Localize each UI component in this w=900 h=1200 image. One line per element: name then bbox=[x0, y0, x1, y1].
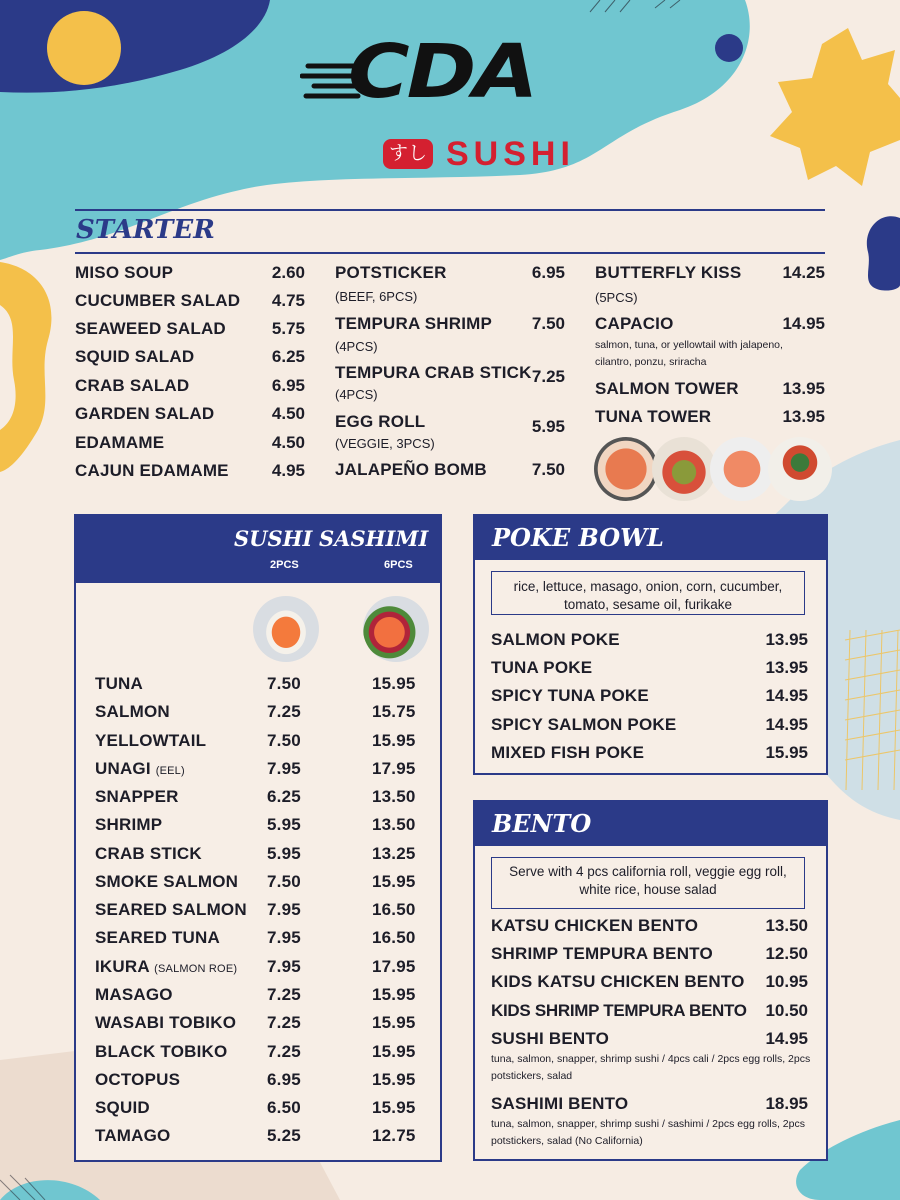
table-row bbox=[95, 1042, 425, 1062]
list-item bbox=[595, 379, 825, 399]
list-item bbox=[491, 715, 808, 735]
sashimi-price: 15.95 bbox=[372, 1070, 416, 1089]
table-row bbox=[95, 1126, 425, 1146]
sushi-title: SUSHI bbox=[234, 526, 313, 551]
item-price: 15.95 bbox=[765, 743, 808, 762]
table-row bbox=[95, 759, 425, 779]
table-row bbox=[95, 1098, 425, 1118]
item-name: SUSHI BENTO bbox=[491, 1029, 610, 1048]
item-name: SEAWEED SALAD bbox=[75, 319, 226, 338]
table-row bbox=[95, 1013, 425, 1033]
sushi-price: 7.25 bbox=[267, 985, 301, 1004]
logo bbox=[300, 28, 600, 173]
list-item bbox=[595, 314, 825, 334]
item-price: 14.25 bbox=[782, 263, 825, 282]
sushi-price: 7.95 bbox=[267, 928, 301, 947]
item-name: CUCUMBER SALAD bbox=[75, 291, 241, 310]
item-price: 6.95 bbox=[271, 376, 305, 395]
list-item bbox=[75, 433, 305, 453]
item-name: CRAB STICK bbox=[95, 844, 202, 863]
list-item bbox=[491, 944, 808, 964]
table-row bbox=[95, 1070, 425, 1090]
item-price: 7.50 bbox=[531, 314, 565, 333]
sushi-price: 7.25 bbox=[267, 702, 301, 721]
item-name: KIDS KATSU CHICKEN BENTO bbox=[491, 972, 745, 991]
sushi-price: 7.95 bbox=[267, 957, 301, 976]
list-item bbox=[595, 263, 825, 283]
list-item bbox=[75, 404, 305, 424]
sashimi-photo bbox=[363, 596, 429, 662]
sushi-price: 6.25 bbox=[267, 787, 301, 806]
item-note: salmon, tuna, or yellowtail with jalapeno, cilantro, ponzu, sriracha bbox=[595, 339, 783, 368]
item-price: 7.50 bbox=[531, 460, 565, 479]
sashimi-price: 16.50 bbox=[372, 928, 416, 947]
item-price: 5.75 bbox=[271, 319, 305, 338]
item-price: 10.50 bbox=[765, 1001, 808, 1020]
item-note: (4PCS) bbox=[335, 387, 378, 402]
item-name: YELLOWTAIL bbox=[95, 731, 207, 750]
sushi-price: 7.25 bbox=[267, 1013, 301, 1032]
list-item bbox=[491, 658, 808, 678]
item-name: SHRIMP bbox=[95, 815, 163, 834]
item-name: SALMON bbox=[95, 702, 170, 721]
item-name: MISO SOUP bbox=[75, 263, 174, 282]
sushi-price: 7.25 bbox=[267, 1042, 301, 1061]
table-row bbox=[95, 928, 425, 948]
sashimi-price: 17.95 bbox=[372, 759, 416, 778]
sushi-photo bbox=[253, 596, 319, 662]
item-name: SEARED SALMON bbox=[95, 900, 247, 919]
item-name: CRAB SALAD bbox=[75, 376, 190, 395]
item-note: tuna, salmon, snapper, shrimp sushi / sashimi / 2pcs egg rolls, 2pcs potstickers, salad (No California) bbox=[491, 1118, 805, 1147]
navy-dot-top-right bbox=[715, 34, 743, 62]
list-item bbox=[491, 1029, 808, 1049]
item-name: OCTOPUS bbox=[95, 1070, 181, 1089]
table-row bbox=[95, 957, 425, 977]
tuna-tower-photo bbox=[768, 437, 832, 501]
yellow-circle-top-left bbox=[47, 11, 121, 85]
item-name: CAJUN EDAMAME bbox=[75, 461, 229, 480]
item-price: 13.95 bbox=[782, 407, 825, 426]
item-price: 14.95 bbox=[765, 1029, 808, 1048]
item-price: 13.95 bbox=[765, 630, 808, 649]
item-name: SMOKE SALMON bbox=[95, 872, 239, 891]
sashimi-price: 13.50 bbox=[372, 815, 416, 834]
list-item bbox=[335, 314, 565, 334]
item-price: 4.50 bbox=[271, 404, 305, 423]
table-row bbox=[95, 900, 425, 920]
starter-rule bbox=[75, 209, 825, 211]
starter-rule-bottom bbox=[75, 252, 825, 254]
sushi-price: 5.95 bbox=[267, 815, 301, 834]
item-name: SASHIMI BENTO bbox=[491, 1094, 629, 1113]
item-name: MIXED FISH POKE bbox=[491, 743, 645, 762]
sushi-sashimi-header bbox=[76, 516, 440, 583]
table-row bbox=[95, 844, 425, 864]
item-price: 6.95 bbox=[531, 263, 565, 282]
brand-name: CDA bbox=[348, 28, 536, 115]
sashimi-price: 15.95 bbox=[372, 1042, 416, 1061]
item-name: EDAMAME bbox=[75, 433, 165, 452]
item-price: 12.50 bbox=[765, 944, 808, 963]
list-item bbox=[75, 461, 305, 481]
table-row bbox=[95, 985, 425, 1005]
starter-title: STARTER bbox=[76, 215, 215, 245]
item-note: (BEEF, 6PCS) bbox=[335, 289, 418, 304]
sushi-price: 5.95 bbox=[267, 844, 301, 863]
sashimi-price: 15.95 bbox=[372, 1098, 416, 1117]
item-name: IKURA bbox=[95, 957, 150, 976]
table-row bbox=[95, 674, 425, 694]
capacio-photo bbox=[594, 437, 658, 501]
item-price: 14.95 bbox=[765, 715, 808, 734]
item-name: SPICY SALMON POKE bbox=[491, 715, 677, 734]
butterfly-kiss-photo bbox=[652, 437, 716, 501]
sashimi-price: 17.95 bbox=[372, 957, 416, 976]
list-item bbox=[75, 263, 305, 283]
list-item bbox=[335, 263, 565, 283]
yellow-sun-top-right bbox=[770, 28, 900, 186]
item-name: KATSU CHICKEN BENTO bbox=[491, 916, 699, 935]
bento-title: BENTO bbox=[492, 809, 592, 838]
item-note: (SALMON ROE) bbox=[154, 963, 238, 975]
list-item bbox=[491, 1001, 808, 1021]
item-name: SALMON POKE bbox=[491, 630, 620, 649]
item-price: 13.50 bbox=[765, 916, 808, 935]
sashimi-price: 15.95 bbox=[372, 1013, 416, 1032]
sashimi-title: SASHIMI bbox=[319, 526, 429, 551]
item-name: SPICY TUNA POKE bbox=[491, 686, 649, 705]
sashimi-price: 15.75 bbox=[372, 702, 416, 721]
item-price: 7.25 bbox=[531, 367, 565, 386]
table-row bbox=[95, 702, 425, 722]
item-name: WASABI TOBIKO bbox=[95, 1013, 237, 1032]
item-price: 4.50 bbox=[271, 433, 305, 452]
sushi-subtitle: 2PCS bbox=[270, 559, 299, 571]
item-name: SHRIMP TEMPURA BENTO bbox=[491, 944, 713, 963]
item-price: 4.95 bbox=[271, 461, 305, 480]
kana-text: すし bbox=[388, 143, 427, 164]
list-item bbox=[491, 686, 808, 706]
salmon-tower-photo bbox=[710, 437, 774, 501]
item-price: 2.60 bbox=[271, 263, 305, 282]
item-price: 4.75 bbox=[271, 291, 305, 310]
item-price: 6.25 bbox=[271, 347, 305, 366]
poke-description: rice, lettuce, masago, onion, corn, cucumber, tomato, sesame oil, furikake bbox=[491, 571, 805, 615]
item-name: TEMPURA CRAB STICK bbox=[335, 363, 532, 382]
item-name: EGG ROLL bbox=[335, 412, 426, 431]
list-item bbox=[491, 1094, 808, 1114]
item-name: SALMON TOWER bbox=[595, 379, 739, 398]
yellow-swirl-left bbox=[0, 262, 51, 472]
item-name: UNAGI bbox=[95, 759, 151, 778]
sushi-price: 6.50 bbox=[267, 1098, 301, 1117]
item-price: 13.95 bbox=[782, 379, 825, 398]
sushi-price: 7.50 bbox=[267, 872, 301, 891]
sashimi-price: 15.95 bbox=[372, 674, 416, 693]
item-name: SQUID bbox=[95, 1098, 150, 1117]
item-name: TUNA POKE bbox=[491, 658, 593, 677]
item-name: TUNA bbox=[95, 674, 144, 693]
table-row bbox=[95, 731, 425, 751]
item-note: (VEGGIE, 3PCS) bbox=[335, 436, 435, 451]
poke-title: POKE BOWL bbox=[492, 523, 664, 552]
item-note: (4PCS) bbox=[335, 339, 378, 354]
item-price: 5.95 bbox=[531, 417, 565, 436]
sashimi-subtitle: 6PCS bbox=[384, 559, 413, 571]
item-name: SEARED TUNA bbox=[95, 928, 220, 947]
sashimi-price: 13.50 bbox=[372, 787, 416, 806]
brand-subtitle: SUSHI bbox=[446, 135, 575, 173]
item-name: BUTTERFLY KISS bbox=[595, 263, 742, 282]
item-name: TEMPURA SHRIMP bbox=[335, 314, 493, 333]
list-item bbox=[491, 916, 808, 936]
list-item bbox=[75, 291, 305, 311]
item-name: TAMAGO bbox=[95, 1126, 171, 1145]
item-name: TUNA TOWER bbox=[595, 407, 712, 426]
table-row bbox=[95, 787, 425, 807]
item-name: JALAPEÑO BOMB bbox=[335, 460, 487, 479]
sashimi-price: 15.95 bbox=[372, 731, 416, 750]
item-price: 18.95 bbox=[765, 1094, 808, 1113]
item-price: 14.95 bbox=[782, 314, 825, 333]
list-item bbox=[335, 412, 565, 436]
list-item bbox=[75, 347, 305, 367]
sashimi-price: 12.75 bbox=[372, 1126, 416, 1145]
item-price: 10.95 bbox=[765, 972, 808, 991]
item-name: SQUID SALAD bbox=[75, 347, 195, 366]
bento-description: Serve with 4 pcs california roll, veggie egg roll, white rice, house salad bbox=[491, 857, 805, 909]
table-row bbox=[95, 815, 425, 835]
item-name: MASAGO bbox=[95, 985, 173, 1004]
sashimi-price: 13.25 bbox=[372, 844, 416, 863]
item-price: 14.95 bbox=[765, 686, 808, 705]
kana-badge bbox=[383, 139, 433, 169]
list-item bbox=[491, 972, 808, 992]
sushi-price: 7.50 bbox=[267, 731, 301, 750]
sushi-sashimi-panel bbox=[74, 514, 442, 1162]
list-item bbox=[335, 363, 565, 386]
item-note: (EEL) bbox=[155, 765, 185, 777]
item-price: 13.95 bbox=[765, 658, 808, 677]
list-item bbox=[75, 319, 305, 339]
bento-header bbox=[475, 802, 826, 846]
item-name: KIDS SHRIMP TEMPURA BENTO bbox=[491, 1001, 747, 1020]
item-name: CAPACIO bbox=[595, 314, 674, 333]
sushi-price: 7.95 bbox=[267, 900, 301, 919]
item-note: tuna, salmon, snapper, shrimp sushi / 4pcs cali / 2pcs egg rolls, 2pcs potstickers, salad bbox=[491, 1053, 811, 1082]
table-row bbox=[95, 872, 425, 892]
list-item bbox=[335, 460, 565, 480]
poke-header bbox=[475, 516, 826, 560]
sushi-price: 5.25 bbox=[267, 1126, 301, 1145]
list-item bbox=[491, 630, 808, 650]
item-name: SNAPPER bbox=[95, 787, 179, 806]
list-item bbox=[75, 376, 305, 396]
item-note: (5PCS) bbox=[595, 290, 638, 305]
sashimi-price: 15.95 bbox=[372, 985, 416, 1004]
sushi-price: 6.95 bbox=[267, 1070, 301, 1089]
navy-blob-right bbox=[867, 216, 900, 290]
sushi-price: 7.95 bbox=[267, 759, 301, 778]
item-name: GARDEN SALAD bbox=[75, 404, 215, 423]
sashimi-price: 15.95 bbox=[372, 872, 416, 891]
item-name: POTSTICKER bbox=[335, 263, 447, 282]
item-name: BLACK TOBIKO bbox=[95, 1042, 228, 1061]
sushi-price: 7.50 bbox=[267, 674, 301, 693]
sashimi-price: 16.50 bbox=[372, 900, 416, 919]
list-item bbox=[595, 407, 825, 427]
list-item bbox=[491, 743, 808, 763]
